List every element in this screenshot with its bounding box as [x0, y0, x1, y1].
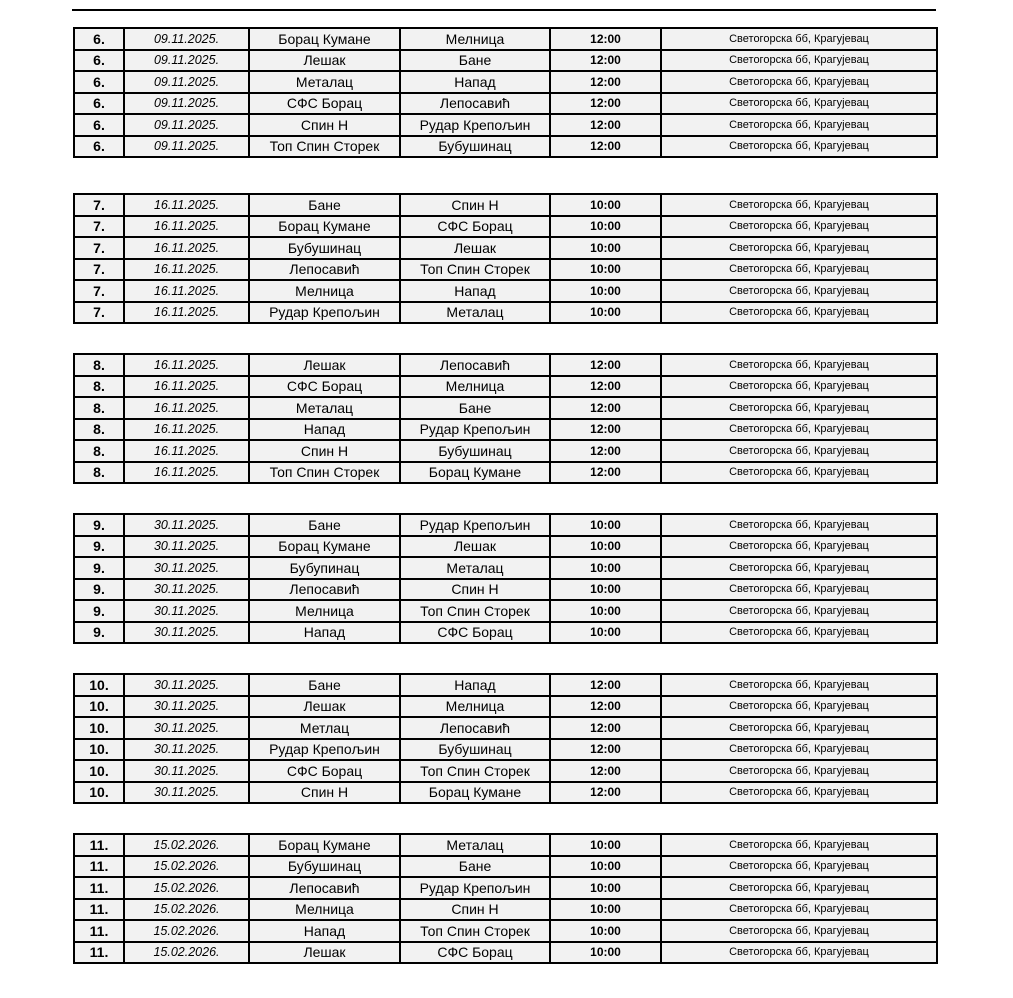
- away-team: Бубушинац: [400, 136, 550, 158]
- round-number: 6.: [74, 50, 124, 72]
- away-team: Спин Н: [400, 579, 550, 601]
- round-number: 9.: [74, 557, 124, 579]
- round-number: 8.: [74, 354, 124, 376]
- match-date: 16.11.2025.: [124, 462, 249, 484]
- away-team: Рудар Крепољин: [400, 114, 550, 136]
- home-team: СФС Борац: [249, 376, 400, 398]
- match-date: 16.11.2025.: [124, 302, 249, 324]
- table-row: [74, 302, 937, 324]
- match-venue: Светогорска бб, Крагујевац: [661, 280, 937, 302]
- table-row: [74, 674, 937, 696]
- away-team: Металац: [400, 302, 550, 324]
- round-2-rows: [74, 354, 937, 483]
- match-time: 12:00: [550, 419, 661, 441]
- round-3-rows: [74, 514, 937, 643]
- table-row: [74, 259, 937, 281]
- round-number: 6.: [74, 93, 124, 115]
- match-time: 10:00: [550, 237, 661, 259]
- table-row: [74, 397, 937, 419]
- away-team: Металац: [400, 557, 550, 579]
- match-venue: Светогорска бб, Крагујевац: [661, 536, 937, 558]
- away-team: Мелница: [400, 376, 550, 398]
- match-venue: Светогорска бб, Крагујевац: [661, 93, 937, 115]
- match-time: 10:00: [550, 899, 661, 921]
- away-team: Напад: [400, 71, 550, 93]
- table-row: [74, 717, 937, 739]
- match-venue: Светогорска бб, Крагујевац: [661, 856, 937, 878]
- home-team: Бане: [249, 194, 400, 216]
- match-date: 09.11.2025.: [124, 71, 249, 93]
- match-date: 09.11.2025.: [124, 114, 249, 136]
- table-row: [74, 739, 937, 761]
- match-date: 16.11.2025.: [124, 397, 249, 419]
- match-date: 09.11.2025.: [124, 50, 249, 72]
- match-date: 30.11.2025.: [124, 696, 249, 718]
- away-team: Напад: [400, 674, 550, 696]
- round-number: 7.: [74, 194, 124, 216]
- match-date: 09.11.2025.: [124, 93, 249, 115]
- match-time: 12:00: [550, 696, 661, 718]
- round-number: 10.: [74, 739, 124, 761]
- match-venue: Светогорска бб, Крагујевац: [661, 136, 937, 158]
- match-time: 10:00: [550, 942, 661, 964]
- round-number: 9.: [74, 622, 124, 644]
- home-team: Лешак: [249, 354, 400, 376]
- table-row: [74, 194, 937, 216]
- match-time: 10:00: [550, 302, 661, 324]
- home-team: Лешак: [249, 696, 400, 718]
- round-number: 11.: [74, 834, 124, 856]
- match-date: 30.11.2025.: [124, 622, 249, 644]
- match-venue: Светогорска бб, Крагујевац: [661, 28, 937, 50]
- match-venue: Светогорска бб, Крагујевац: [661, 354, 937, 376]
- match-date: 15.02.2026.: [124, 899, 249, 921]
- match-venue: Светогорска бб, Крагујевац: [661, 674, 937, 696]
- match-venue: Светогорска бб, Крагујевац: [661, 920, 937, 942]
- match-date: 16.11.2025.: [124, 216, 249, 238]
- round-number: 7.: [74, 259, 124, 281]
- table-row: [74, 50, 937, 72]
- round-number: 6.: [74, 28, 124, 50]
- home-team: Бубупинац: [249, 557, 400, 579]
- match-time: 10:00: [550, 216, 661, 238]
- round-number: 10.: [74, 760, 124, 782]
- match-venue: Светогорска бб, Крагујевац: [661, 782, 937, 804]
- match-date: 16.11.2025.: [124, 280, 249, 302]
- table-row: [74, 419, 937, 441]
- round-number: 7.: [74, 280, 124, 302]
- match-time: 12:00: [550, 397, 661, 419]
- match-venue: Светогорска бб, Крагујевац: [661, 514, 937, 536]
- match-time: 12:00: [550, 376, 661, 398]
- match-date: 15.02.2026.: [124, 856, 249, 878]
- match-venue: Светогорска бб, Крагујевац: [661, 440, 937, 462]
- round-number: 10.: [74, 696, 124, 718]
- home-team: Напад: [249, 622, 400, 644]
- table-row: [74, 920, 937, 942]
- round-5-rows: [74, 834, 937, 963]
- away-team: Лепосавић: [400, 93, 550, 115]
- away-team: Лепосавић: [400, 717, 550, 739]
- round-4-rows: [74, 674, 937, 803]
- match-time: 10:00: [550, 834, 661, 856]
- table-row: [74, 760, 937, 782]
- match-date: 30.11.2025.: [124, 739, 249, 761]
- match-date: 16.11.2025.: [124, 237, 249, 259]
- away-team: Топ Спин Сторек: [400, 600, 550, 622]
- match-time: 10:00: [550, 194, 661, 216]
- round-1-rows: [74, 194, 937, 323]
- home-team: Лешак: [249, 942, 400, 964]
- table-row: [74, 114, 937, 136]
- match-venue: Светогорска бб, Крагујевац: [661, 50, 937, 72]
- table-row: [74, 440, 937, 462]
- match-venue: Светогорска бб, Крагујевац: [661, 579, 937, 601]
- away-team: Рудар Крепољин: [400, 514, 550, 536]
- away-team: Мелница: [400, 696, 550, 718]
- home-team: Спин Н: [249, 114, 400, 136]
- match-date: 30.11.2025.: [124, 717, 249, 739]
- round-number: 10.: [74, 782, 124, 804]
- round-table: [73, 353, 938, 484]
- match-venue: Светогорска бб, Крагујевац: [661, 194, 937, 216]
- match-venue: Светогорска бб, Крагујевац: [661, 302, 937, 324]
- table-row: [74, 93, 937, 115]
- match-venue: Светогорска бб, Крагујевац: [661, 259, 937, 281]
- round-number: 8.: [74, 419, 124, 441]
- home-team: Лепосавић: [249, 877, 400, 899]
- match-time: 10:00: [550, 259, 661, 281]
- home-team: Рудар Крепољин: [249, 739, 400, 761]
- home-team: Рудар Крепољин: [249, 302, 400, 324]
- match-time: 10:00: [550, 877, 661, 899]
- round-number: 11.: [74, 899, 124, 921]
- match-date: 16.11.2025.: [124, 259, 249, 281]
- match-venue: Светогорска бб, Крагујевац: [661, 942, 937, 964]
- table-row: [74, 600, 937, 622]
- home-team: Металац: [249, 397, 400, 419]
- round-number: 8.: [74, 462, 124, 484]
- away-team: Бане: [400, 856, 550, 878]
- match-venue: Светогорска бб, Крагујевац: [661, 237, 937, 259]
- match-venue: Светогорска бб, Крагујевац: [661, 419, 937, 441]
- table-row: [74, 942, 937, 964]
- match-venue: Светогорска бб, Крагујевац: [661, 622, 937, 644]
- match-time: 12:00: [550, 50, 661, 72]
- away-team: Спин Н: [400, 194, 550, 216]
- round-table: [73, 833, 938, 964]
- away-team: Лешак: [400, 237, 550, 259]
- match-time: 12:00: [550, 717, 661, 739]
- match-time: 12:00: [550, 114, 661, 136]
- home-team: Металац: [249, 71, 400, 93]
- table-row: [74, 834, 937, 856]
- match-date: 09.11.2025.: [124, 136, 249, 158]
- home-team: СФС Борац: [249, 93, 400, 115]
- match-date: 15.02.2026.: [124, 877, 249, 899]
- table-row: [74, 579, 937, 601]
- match-date: 16.11.2025.: [124, 194, 249, 216]
- home-team: Борац Кумане: [249, 536, 400, 558]
- match-time: 12:00: [550, 93, 661, 115]
- home-team: Спин Н: [249, 440, 400, 462]
- table-row: [74, 877, 937, 899]
- round-number: 9.: [74, 579, 124, 601]
- away-team: Бане: [400, 397, 550, 419]
- away-team: Борац Кумане: [400, 462, 550, 484]
- away-team: Рудар Крепољин: [400, 419, 550, 441]
- round-number: 6.: [74, 114, 124, 136]
- match-time: 10:00: [550, 536, 661, 558]
- round-number: 6.: [74, 71, 124, 93]
- round-number: 7.: [74, 216, 124, 238]
- round-number: 7.: [74, 302, 124, 324]
- away-team: Напад: [400, 280, 550, 302]
- round-number: 8.: [74, 397, 124, 419]
- match-time: 10:00: [550, 856, 661, 878]
- table-row: [74, 216, 937, 238]
- round-number: 9.: [74, 600, 124, 622]
- match-date: 30.11.2025.: [124, 674, 249, 696]
- home-team: Мелница: [249, 600, 400, 622]
- match-time: 12:00: [550, 782, 661, 804]
- home-team: Метлац: [249, 717, 400, 739]
- round-number: 10.: [74, 717, 124, 739]
- match-venue: Светогорска бб, Крагујевац: [661, 760, 937, 782]
- round-table: [73, 513, 938, 644]
- match-time: 10:00: [550, 920, 661, 942]
- match-venue: Светогорска бб, Крагујевац: [661, 899, 937, 921]
- match-time: 12:00: [550, 462, 661, 484]
- away-team: Бубушинац: [400, 739, 550, 761]
- round-number: 10.: [74, 674, 124, 696]
- away-team: Лешак: [400, 536, 550, 558]
- home-team: Спин Н: [249, 782, 400, 804]
- table-row: [74, 514, 937, 536]
- match-date: 30.11.2025.: [124, 760, 249, 782]
- match-time: 10:00: [550, 622, 661, 644]
- home-team: Напад: [249, 920, 400, 942]
- match-date: 15.02.2026.: [124, 834, 249, 856]
- home-team: СФС Борац: [249, 760, 400, 782]
- match-time: 12:00: [550, 354, 661, 376]
- home-team: Мелница: [249, 280, 400, 302]
- match-date: 15.02.2026.: [124, 920, 249, 942]
- match-date: 30.11.2025.: [124, 536, 249, 558]
- table-row: [74, 280, 937, 302]
- match-date: 09.11.2025.: [124, 28, 249, 50]
- match-venue: Светогорска бб, Крагујевац: [661, 71, 937, 93]
- match-date: 16.11.2025.: [124, 440, 249, 462]
- away-team: Борац Кумане: [400, 782, 550, 804]
- match-venue: Светогорска бб, Крагујевац: [661, 877, 937, 899]
- round-number: 8.: [74, 440, 124, 462]
- home-team: Лепосавић: [249, 579, 400, 601]
- table-row: [74, 462, 937, 484]
- match-date: 16.11.2025.: [124, 419, 249, 441]
- match-venue: Светогорска бб, Крагујевац: [661, 717, 937, 739]
- away-team: Бане: [400, 50, 550, 72]
- table-row: [74, 622, 937, 644]
- home-team: Топ Спин Сторек: [249, 462, 400, 484]
- match-date: 30.11.2025.: [124, 557, 249, 579]
- match-venue: Светогорска бб, Крагујевац: [661, 216, 937, 238]
- match-time: 12:00: [550, 28, 661, 50]
- match-date: 30.11.2025.: [124, 600, 249, 622]
- match-venue: Светогорска бб, Крагујевац: [661, 600, 937, 622]
- table-row: [74, 136, 937, 158]
- home-team: Бане: [249, 514, 400, 536]
- match-date: 15.02.2026.: [124, 942, 249, 964]
- home-team: Борац Кумане: [249, 28, 400, 50]
- home-team: Лепосавић: [249, 259, 400, 281]
- round-0-rows: [74, 28, 937, 157]
- home-team: Бане: [249, 674, 400, 696]
- round-number: 11.: [74, 856, 124, 878]
- away-team: Мелница: [400, 28, 550, 50]
- round-number: 6.: [74, 136, 124, 158]
- table-row: [74, 782, 937, 804]
- match-time: 10:00: [550, 600, 661, 622]
- table-row: [74, 557, 937, 579]
- away-team: СФС Борац: [400, 622, 550, 644]
- table-row: [74, 536, 937, 558]
- match-date: 16.11.2025.: [124, 354, 249, 376]
- match-venue: Светогорска бб, Крагујевац: [661, 114, 937, 136]
- round-number: 11.: [74, 877, 124, 899]
- away-team: СФС Борац: [400, 216, 550, 238]
- home-team: Борац Кумане: [249, 216, 400, 238]
- round-number: 7.: [74, 237, 124, 259]
- away-team: Рудар Крепољин: [400, 877, 550, 899]
- match-time: 12:00: [550, 674, 661, 696]
- table-row: [74, 696, 937, 718]
- match-time: 10:00: [550, 280, 661, 302]
- away-team: Бубушинац: [400, 440, 550, 462]
- round-number: 8.: [74, 376, 124, 398]
- match-time: 12:00: [550, 136, 661, 158]
- home-team: Лешак: [249, 50, 400, 72]
- home-team: Напад: [249, 419, 400, 441]
- match-time: 10:00: [550, 579, 661, 601]
- match-venue: Светогорска бб, Крагујевац: [661, 834, 937, 856]
- round-number: 9.: [74, 514, 124, 536]
- away-team: Топ Спин Сторек: [400, 920, 550, 942]
- away-team: Металац: [400, 834, 550, 856]
- match-time: 10:00: [550, 557, 661, 579]
- home-team: Мелница: [249, 899, 400, 921]
- round-number: 11.: [74, 920, 124, 942]
- match-venue: Светогорска бб, Крагујевац: [661, 462, 937, 484]
- round-number: 11.: [74, 942, 124, 964]
- match-date: 30.11.2025.: [124, 782, 249, 804]
- match-venue: Светогорска бб, Крагујевац: [661, 397, 937, 419]
- match-time: 10:00: [550, 514, 661, 536]
- table-row: [74, 71, 937, 93]
- away-team: Лепосавић: [400, 354, 550, 376]
- match-venue: Светогорска бб, Крагујевац: [661, 739, 937, 761]
- match-date: 16.11.2025.: [124, 376, 249, 398]
- match-time: 12:00: [550, 71, 661, 93]
- match-date: 30.11.2025.: [124, 514, 249, 536]
- away-team: СФС Борац: [400, 942, 550, 964]
- match-time: 12:00: [550, 739, 661, 761]
- match-time: 12:00: [550, 440, 661, 462]
- match-venue: Светогорска бб, Крагујевац: [661, 557, 937, 579]
- table-row: [74, 856, 937, 878]
- round-table: [73, 673, 938, 804]
- round-number: 9.: [74, 536, 124, 558]
- away-team: Спин Н: [400, 899, 550, 921]
- match-date: 30.11.2025.: [124, 579, 249, 601]
- match-venue: Светогорска бб, Крагујевац: [661, 376, 937, 398]
- table-row: [74, 354, 937, 376]
- away-team: Топ Спин Сторек: [400, 760, 550, 782]
- home-team: Борац Кумане: [249, 834, 400, 856]
- table-row: [74, 376, 937, 398]
- table-row: [74, 237, 937, 259]
- match-venue: Светогорска бб, Крагујевац: [661, 696, 937, 718]
- table-row: [74, 899, 937, 921]
- away-team: Топ Спин Сторек: [400, 259, 550, 281]
- home-team: Бубушинац: [249, 237, 400, 259]
- round-table: [73, 193, 938, 324]
- home-team: Бубушинац: [249, 856, 400, 878]
- home-team: Топ Спин Сторек: [249, 136, 400, 158]
- top-rule: [72, 9, 936, 11]
- table-row: [74, 28, 937, 50]
- round-table: [73, 27, 938, 158]
- match-time: 12:00: [550, 760, 661, 782]
